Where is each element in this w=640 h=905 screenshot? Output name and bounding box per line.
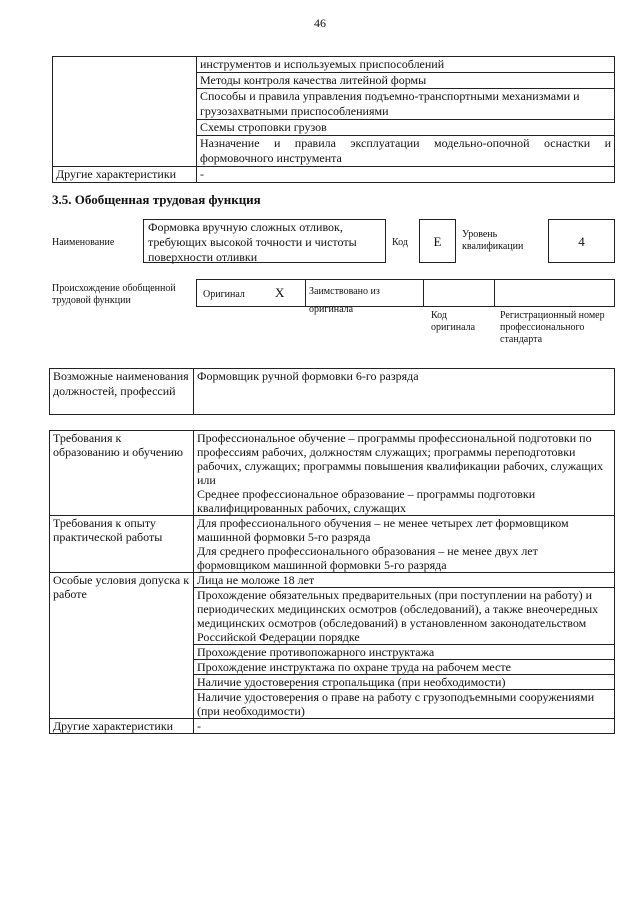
experience-line: Для среднего профессионального образования – не менее двух лет формовщиком машинной формовки 5-го разряда [197,544,538,572]
section-title: 3.5. Обобщенная трудовая функция [52,192,261,207]
other-characteristics-label: Другие характеристики [50,719,194,734]
name-label: Наименование [52,237,115,248]
condition-item: Прохождение инструктажа по охране труда на рабочем месте [194,660,615,675]
knowledge-item: Методы контроля качества литейной формы [197,73,615,89]
conditions-label: Особые условия допуска к работе [50,573,194,719]
job-titles-table [49,368,615,415]
code-value: E [419,219,456,263]
experience-label: Требования к опыту практической работы [50,516,194,573]
education-line: или [197,473,216,487]
knowledge-item: Назначение и правила эксплуатации модельно-опочной оснастки и формовочного инструмента [197,136,615,167]
knowledge-table [52,56,615,183]
borrowed-label: Заимствовано из оригинала [309,286,380,315]
code-original-label: Код оригинала [431,310,476,333]
knowledge-item: инструментов и используемых приспособлений [197,57,615,73]
education-label: Требования к образованию и обучению [50,431,194,516]
job-titles-label: Возможные наименования должностей, профессий [50,369,194,415]
function-name: Формовка вручную сложных отливок, требующих высокой точности и чистоты поверхности отливки [143,219,386,263]
origin-label: Происхождение обобщенной трудовой функции [52,283,176,306]
condition-item: Наличие удостоверения о праве на работу с грузоподъемными сооружениями (при необходимости) [194,690,615,719]
original-box [196,279,306,307]
requirements-table [49,430,615,734]
reg-number-box [494,279,615,307]
condition-item: Наличие удостоверения стропальщика (при необходимости) [194,675,615,690]
knowledge-item: Способы и правила управления подъемно-транспортными механизмами и грузозахватными приспособлениями [197,89,615,120]
original-label: Оригинал [203,289,245,300]
code-label: Код [392,237,408,248]
condition-item: Лица не моложе 18 лет [194,573,615,588]
knowledge-label-cell [53,57,197,167]
experience-cell [194,516,615,573]
reg-number-label: Регистрационный номер профессионального стандарта [500,310,605,345]
education-line: Профессиональное обучение – программы профессиональной подготовки по профессиям рабочих, должностям служащих; программы переподготовки рабочих, служащих; программы повышения квалификации рабочих, служащих [197,431,603,473]
condition-item: Прохождение обязательных предварительных (при поступлении на работу) и периодических медицинских осмотров (обследований), а также внеочередных медицинских осмотров (обследований) в установленном законодательством Российской Федерации порядке [194,588,615,645]
other-characteristics-value: - [194,719,615,734]
other-characteristics-value: - [197,167,615,183]
level-label: Уровень квалификации [462,229,524,252]
education-cell [194,431,615,516]
condition-item: Прохождение противопожарного инструктажа [194,645,615,660]
level-value: 4 [548,219,615,263]
code-original-box [423,279,495,307]
original-mark: X [275,285,285,300]
experience-line: Для профессионального обучения – не менее четырех лет формовщиком машинной формовки 5-го разряда [197,516,569,544]
borrowed-box [305,279,424,315]
knowledge-item: Схемы строповки грузов [197,120,615,136]
page-number: 46 [314,16,326,30]
education-line: Среднее профессиональное образование – программы подготовки квалифицированных рабочих, служащих [197,487,536,515]
other-characteristics-label: Другие характеристики [53,167,197,183]
job-titles-value: Формовщик ручной формовки 6-го разряда [194,369,615,415]
